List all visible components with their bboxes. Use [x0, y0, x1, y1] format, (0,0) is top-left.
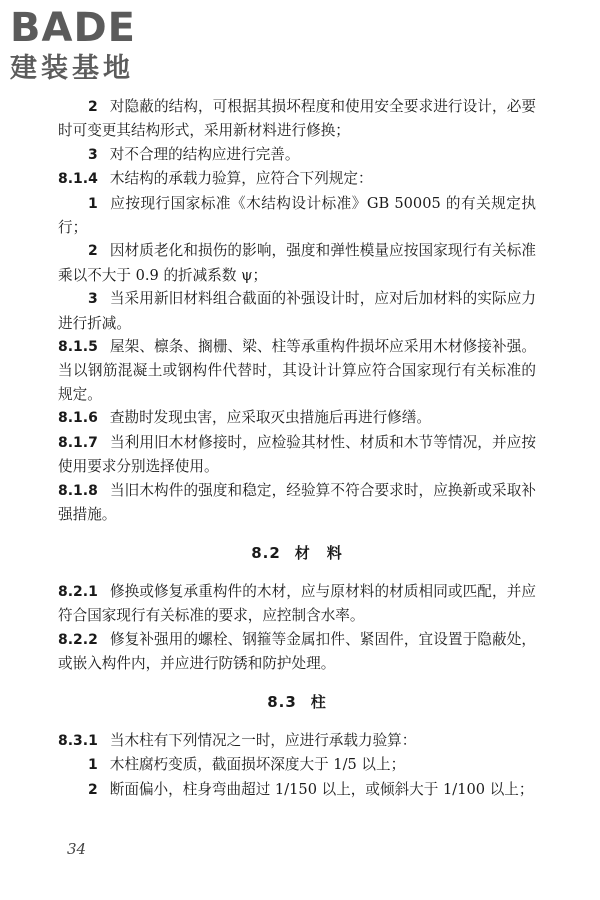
- clause-paragraph: [58, 580, 536, 628]
- clause-number: 8.1.6: [58, 410, 98, 427]
- paragraph-text: 当采用新旧材料组合截面的补强设计时，应对后加材料的实际应力进行折减。: [58, 290, 536, 332]
- item-number: 3: [88, 146, 98, 163]
- list-item: [58, 287, 536, 335]
- clause-number: 8.2.1: [58, 583, 98, 600]
- paragraph-text: 断面偏小，柱身弯曲超过 1/150 以上，或倾斜大于 1/100 以上；: [109, 780, 534, 798]
- page-number: 34: [67, 840, 87, 858]
- clause-number: 8.1.5: [58, 339, 98, 356]
- clause-paragraph: [58, 431, 536, 479]
- clause-paragraph: [58, 406, 536, 430]
- clause-paragraph: [58, 167, 536, 191]
- paragraph-text: 因材质老化和损伤的影响，强度和弹性模量应按国家现行有关标准乘以不大于 0.9 的折减系数 ψ；: [58, 242, 536, 284]
- clause-paragraph: [58, 479, 536, 527]
- section-number: 8.3: [267, 693, 297, 712]
- item-number: 2: [88, 243, 98, 260]
- paragraph-text: 木柱腐朽变质，截面损坏深度大于 1/5 以上；: [109, 756, 406, 774]
- list-item: [58, 192, 536, 240]
- paragraph-text: 当利用旧木材修接时，应检验其材性、材质和木节等情况，并应按使用要求分别选择使用。: [58, 433, 536, 476]
- section-title: 柱: [310, 693, 327, 712]
- clause-number: 8.1.4: [58, 171, 98, 188]
- section-heading: [58, 542, 536, 565]
- section-number: 8.2: [251, 544, 281, 563]
- section-title: 材 料: [294, 544, 343, 563]
- paragraph-text: 查勘时发现虫害，应采取灭虫措施后再进行修缮。: [109, 409, 431, 427]
- item-number: 3: [88, 291, 98, 308]
- clause-number: 8.1.7: [58, 434, 98, 451]
- item-number: 1: [88, 195, 98, 212]
- logo-wordmark: BADE: [10, 5, 136, 51]
- site-logo: [10, 6, 175, 90]
- paragraph-text: 对隐蔽的结构，可根据其损坏程度和使用安全要求进行设计，必要时可变更其结构形式，采用新材料进行修换；: [58, 98, 536, 140]
- item-number: 1: [88, 757, 98, 774]
- paragraph-text: 对不合理的结构应进行完善。: [109, 145, 300, 163]
- list-item: [58, 778, 536, 802]
- item-number: 2: [88, 99, 98, 115]
- item-number: 2: [88, 781, 98, 798]
- list-item: [58, 753, 536, 777]
- list-item: [58, 239, 536, 287]
- clause-number: 8.1.8: [58, 482, 98, 499]
- paragraph-text: 修复补强用的螺栓、钢箍等金属扣件、紧固件，宜设置于隐蔽处，或嵌入构件内，并应进行防锈和防护处理。: [58, 630, 536, 672]
- list-item: [58, 143, 536, 167]
- paragraph-text: 当木柱有下列情况之一时，应进行承载力验算：: [109, 731, 417, 749]
- list-item: [58, 95, 536, 143]
- clause-paragraph: [58, 729, 536, 753]
- section-heading: [58, 691, 536, 714]
- paragraph-text: 木结构的承载力验算，应符合下列规定：: [109, 170, 373, 188]
- clause-paragraph: [58, 335, 536, 406]
- document-body: [58, 95, 536, 802]
- clause-paragraph: [58, 628, 536, 676]
- clause-number: 8.2.2: [58, 631, 98, 648]
- paragraph-text: 屋架、檩条、搁栅、梁、柱等承重构件损坏应采用木材修接补强。当以钢筋混凝土或钢构件代替时，其设计计算应符合国家现行有关标准的规定。: [58, 338, 536, 403]
- logo-subtitle: 建装基地: [10, 53, 134, 84]
- paragraph-text: 当旧木构件的强度和稳定，经验算不符合要求时，应换新或采取补强措施。: [58, 481, 536, 523]
- clause-number: 8.3.1: [58, 732, 98, 749]
- paragraph-text: 修换或修复承重构件的木材，应与原材料的材质相同或匹配，并应符合国家现行有关标准的要求，应控制含水率。: [58, 582, 536, 625]
- paragraph-text: 应按现行国家标准《木结构设计标准》GB 50005 的有关规定执行；: [58, 194, 536, 237]
